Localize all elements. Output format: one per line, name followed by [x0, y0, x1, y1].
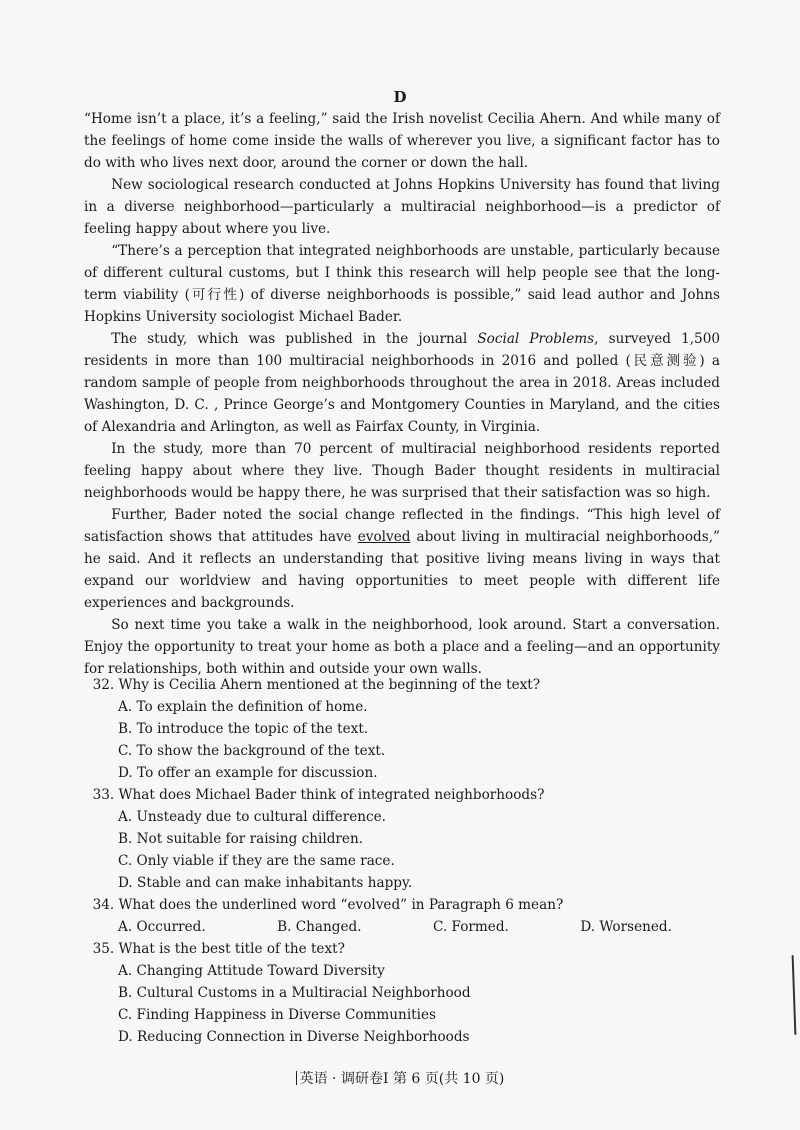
margin-pen-mark [792, 955, 797, 1035]
paragraph-4-pre: The study, which was published in the journal [111, 331, 478, 347]
option-b: B. Cultural Customs in a Multiracial Neighborhood [118, 985, 471, 1001]
question-stem: 34. What does the underlined word “evolved” in Paragraph 6 mean? [92, 897, 564, 913]
paragraph-7: So next time you take a walk in the neighborhood, look around. Start a conversation. Enjoy the opportunity to treat your home as both a place and a feeling—and an opportunity for relationships, both within and outside your own walls. [84, 617, 720, 677]
paragraph-4-post: , surveyed 1,500 residents in more than 100 multiracial neighborhoods in 2016 and polled (民意测验) a random sample of people from neighborhoods throughout the area in 2018. Areas included Washington, D. C. , Prince George’s and Montgomery Counties in Maryland, and the cities of Alexandria and Arlington, as well as Fairfax County, in Virginia. [84, 331, 720, 435]
question-35 [92, 938, 708, 1048]
option-c: C. Finding Happiness in Diverse Communities [118, 1007, 436, 1023]
option-a: A. Changing Attitude Toward Diversity [118, 963, 385, 979]
journal-title: Social Problems [477, 331, 595, 347]
paragraph-6-pre: Further, Bader noted the social change reflected in the findings. “This high level of satisfaction shows that attitudes have [84, 507, 720, 545]
question-32 [92, 674, 708, 784]
option-b: B. Not suitable for raising children. [118, 831, 364, 847]
option-c: C. Only viable if they are the same race. [118, 853, 395, 869]
question-34 [92, 894, 708, 938]
footer-text: 英语 · 调研卷Ⅰ 第 6 页(共 10 页) [299, 1071, 505, 1087]
paragraph-4 [84, 328, 720, 438]
question-stem: 32. Why is Cecilia Ahern mentioned at the beginning of the text? [92, 677, 541, 693]
option-c: C. To show the background of the text. [118, 743, 386, 759]
paragraph-3: “There’s a perception that integrated neighborhoods are unstable, particularly because of different cultural customs, but I think this research will help people see that the long-term viability (可行性) of diverse neighborhoods is possible,” said lead author and Johns Hopkins University sociologist Michael Bader. [84, 243, 720, 325]
question-33 [92, 784, 708, 894]
paragraph-2: New sociological research conducted at Johns Hopkins University has found that living in a diverse neighborhood—particularly a multiracial neighborhood—is a predictor of feeling happy about where you live. [84, 177, 720, 237]
option-a: A. Unsteady due to cultural difference. [118, 809, 386, 825]
question-stem: 33. What does Michael Bader think of integrated neighborhoods? [92, 787, 545, 803]
paragraph-1: “Home isn’t a place, it’s a feeling,” said the Irish novelist Cecilia Ahern. And while many of the feelings of home come inside the walls of wherever you live, a significant factor has to do with who lives next door, around the corner or down the hall. [84, 111, 720, 171]
paragraph-5: In the study, more than 70 percent of multiracial neighborhood residents reported feeling happy about where they live. Though Bader thought residents in multiracial neighborhoods would be happy there, he was surprised that their satisfaction was so high. [84, 441, 720, 501]
option-a: A. To explain the definition of home. [118, 699, 368, 715]
option-b: B. To introduce the topic of the text. [118, 721, 369, 737]
paragraph-6-post: about living in multiracial neighborhoods,” he said. And it reflects an understanding that positive living means living in ways that expand our worldview and having opportunities to meet people with different life experiences and backgrounds. [84, 529, 720, 611]
paragraph-6 [84, 504, 720, 614]
section-title: D [393, 88, 407, 106]
option-d: D. Worsened. [580, 919, 672, 935]
questions [92, 674, 708, 1048]
option-d: D. Reducing Connection in Diverse Neighborhoods [118, 1029, 470, 1045]
option-a: A. Occurred. [118, 919, 206, 935]
option-b: B. Changed. [277, 919, 362, 935]
option-d: D. To offer an example for discussion. [118, 765, 378, 781]
page-footer [0, 1068, 800, 1088]
question-stem: 35. What is the best title of the text? [92, 941, 345, 957]
option-c: C. Formed. [432, 919, 509, 935]
reading-passage [84, 108, 720, 680]
option-d: D. Stable and can make inhabitants happy. [118, 875, 413, 891]
footer-bar [296, 1071, 297, 1085]
underlined-word: evolved [357, 529, 411, 545]
